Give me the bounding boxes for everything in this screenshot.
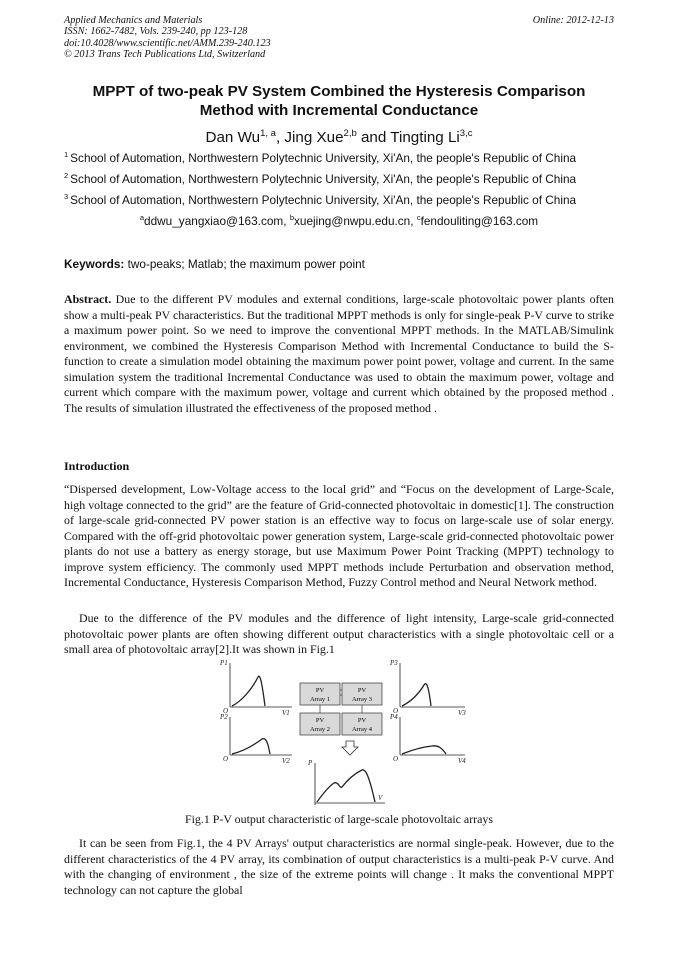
axis-label: P2 <box>220 713 228 721</box>
email-sup: a <box>139 213 145 222</box>
abstract-label: Abstract. <box>64 292 112 306</box>
axis-label: V4 <box>458 757 466 765</box>
axis-label: V3 <box>458 709 466 717</box>
box-label: PV <box>315 717 325 724</box>
journal-name: Applied Mechanics and Materials <box>64 15 203 26</box>
axis-label: P4 <box>390 713 398 721</box>
email-link[interactable]: fendouliting@163.com <box>420 214 539 228</box>
author-sup: 2,b <box>343 128 357 139</box>
pv-curve <box>232 739 270 754</box>
email-sup: b <box>289 213 294 222</box>
intro-paragraph-1: “Dispersed development, Low-Voltage access to the local grid” and “Focus on the development of Large-Scale, high voltage connected to the grid” are the feature of Grid-connected photovoltaic in domestic[1]. The construction of large-scale grid-connected PV power station is an effective way to focus on large-scale use of solar energy. Compared with the off-grid photovoltaic power generation system, Large-scale grid-connected photovoltaic power plants do not use a battery as energy storage, but use Maximum Power Point Tracking (MPPT) technology to improve system efficiency. The commonly used MPPT methods include Perturbation and observation method, Incremental Conductance, Hysteresis Comparison Method, Fuzzy Control method and Neural Network method. <box>64 482 614 590</box>
affiliation-text: School of Automation, Northwestern Polytechnic University, Xi'An, the people's Republic of China <box>70 172 577 186</box>
affiliation-number: 3 <box>64 192 69 201</box>
affiliation <box>64 192 576 207</box>
keywords-label: Keywords: <box>64 257 125 271</box>
author-name: Dan Wu <box>205 129 261 146</box>
figure-1 <box>210 655 480 805</box>
email-link[interactable]: xuejing@nwpu.edu.cn <box>293 214 411 228</box>
origin-label: O <box>393 755 399 763</box>
box-sublabel: Array 3 <box>351 696 373 703</box>
affiliation-number: 1 <box>64 150 69 159</box>
axis-label: V <box>378 794 383 802</box>
author-name: Jing Xue <box>284 129 344 146</box>
title-line-2: Method with Incremental Conductance <box>199 102 479 119</box>
section-heading: Introduction <box>64 459 130 473</box>
pv-curve <box>402 684 431 706</box>
origin-label: O <box>223 755 229 763</box>
online-date: Online: 2012-12-13 <box>532 15 614 26</box>
author-and: and <box>356 129 391 146</box>
affiliation-text: School of Automation, Northwestern Polytechnic University, Xi'An, the people's Republic of China <box>70 151 577 165</box>
author-name: Tingting Li <box>390 129 460 146</box>
affiliation-text: School of Automation, Northwestern Polytechnic University, Xi'An, the people's Republic of China <box>70 193 577 207</box>
author-sup: 3,c <box>459 128 473 139</box>
intro-paragraph-3: It can be seen from Fig.1, the 4 PV Arrays' output characteristics are normal single-peak. However, due to the different characteristics of the 4 PV array, its combination of output characteristics is a multi-peak P-V curve. And with the changing of environment , the size of the extreme points will change . It maks the conventional MPPT technology can not capture the global <box>64 836 614 897</box>
affiliation <box>64 150 576 165</box>
axis-label: V2 <box>282 757 290 765</box>
title-line-1: MPPT of two-peak PV System Combined the Hysteresis Comparison <box>92 83 586 100</box>
abstract <box>64 292 614 416</box>
paper-title <box>40 82 638 120</box>
affiliation <box>64 171 576 186</box>
pv-curve <box>402 746 446 754</box>
box-label: PV <box>357 717 367 724</box>
box-sublabel: Array 2 <box>309 726 331 733</box>
copyright: © 2013 Trans Tech Publications Ltd, Switzerland <box>64 48 266 60</box>
pv-curve <box>232 676 265 706</box>
axis-label: P <box>308 759 313 767</box>
affiliation-number: 2 <box>64 171 69 180</box>
author-separator: , <box>275 129 285 146</box>
keywords-text: two-peaks; Matlab; the maximum power point <box>124 257 365 271</box>
author-sup: 1, a <box>260 128 276 139</box>
email-sup: c <box>416 213 421 222</box>
axis-label: P1 <box>220 659 228 667</box>
keywords <box>64 257 365 271</box>
email-list: $^a$ddwu_yangxiao@163.com, $^b$xuejing@nwpu.edu.cn, $^c$fendouliting@163.com <box>139 213 539 228</box>
abstract-text: Due to the different PV modules and external conditions, large-scale photovoltaic power plants often show a multi-peak PV characteristics. But the traditional MPPT methods is only for single-peak P-V curve to strike a maximum power point. So we need to improve the conventional MPPT methods. In the MATLAB/Simulink environment, we combined the Hysteresis Comparison Method with Incremental Conductance to build the S-function to create a simulation model obtaining the maximum power point power, voltage and current. In the same simulation system the traditional Incremental Conductance was used to obtain the maximum power, voltage and current which compare with the maximum power, voltage and current which obtained by the proposed method . The results of simulation illustrated the effectiveness of the proposed method . <box>64 292 614 415</box>
axis-label: V1 <box>282 709 290 717</box>
box-sublabel: Array 1 <box>309 696 331 703</box>
intro-paragraph-2: Due to the difference of the PV modules and the difference of light intensity, Large-scale grid-connected photovoltaic power plants are often showing different output characteristics with a single photovoltaic cell or a small area of photovoltaic array[2].It was shown in Fig.1 <box>64 611 614 657</box>
origin-label: O <box>393 707 399 715</box>
author-list <box>40 124 638 147</box>
box-label: PV <box>357 687 367 694</box>
box-sublabel: Array 4 <box>351 726 373 733</box>
doi: doi:10.4028/www.scientific.net/AMM.239-240.123 <box>64 37 271 49</box>
email-link[interactable]: ddwu_yangxiao@163.com <box>144 214 284 228</box>
box-label: PV <box>315 687 325 694</box>
issn: ISSN: 1662-7482, Vols. 239-240, pp 123-128 <box>64 26 248 38</box>
combined-pv-curve <box>317 770 375 802</box>
figure-caption: Fig.1 P-V output characteristic of large-scale photovoltaic arrays <box>185 812 493 826</box>
down-arrow-icon <box>342 741 358 755</box>
axis-label: P3 <box>390 659 398 667</box>
origin-label: O <box>223 707 229 715</box>
journal-header <box>64 15 271 60</box>
